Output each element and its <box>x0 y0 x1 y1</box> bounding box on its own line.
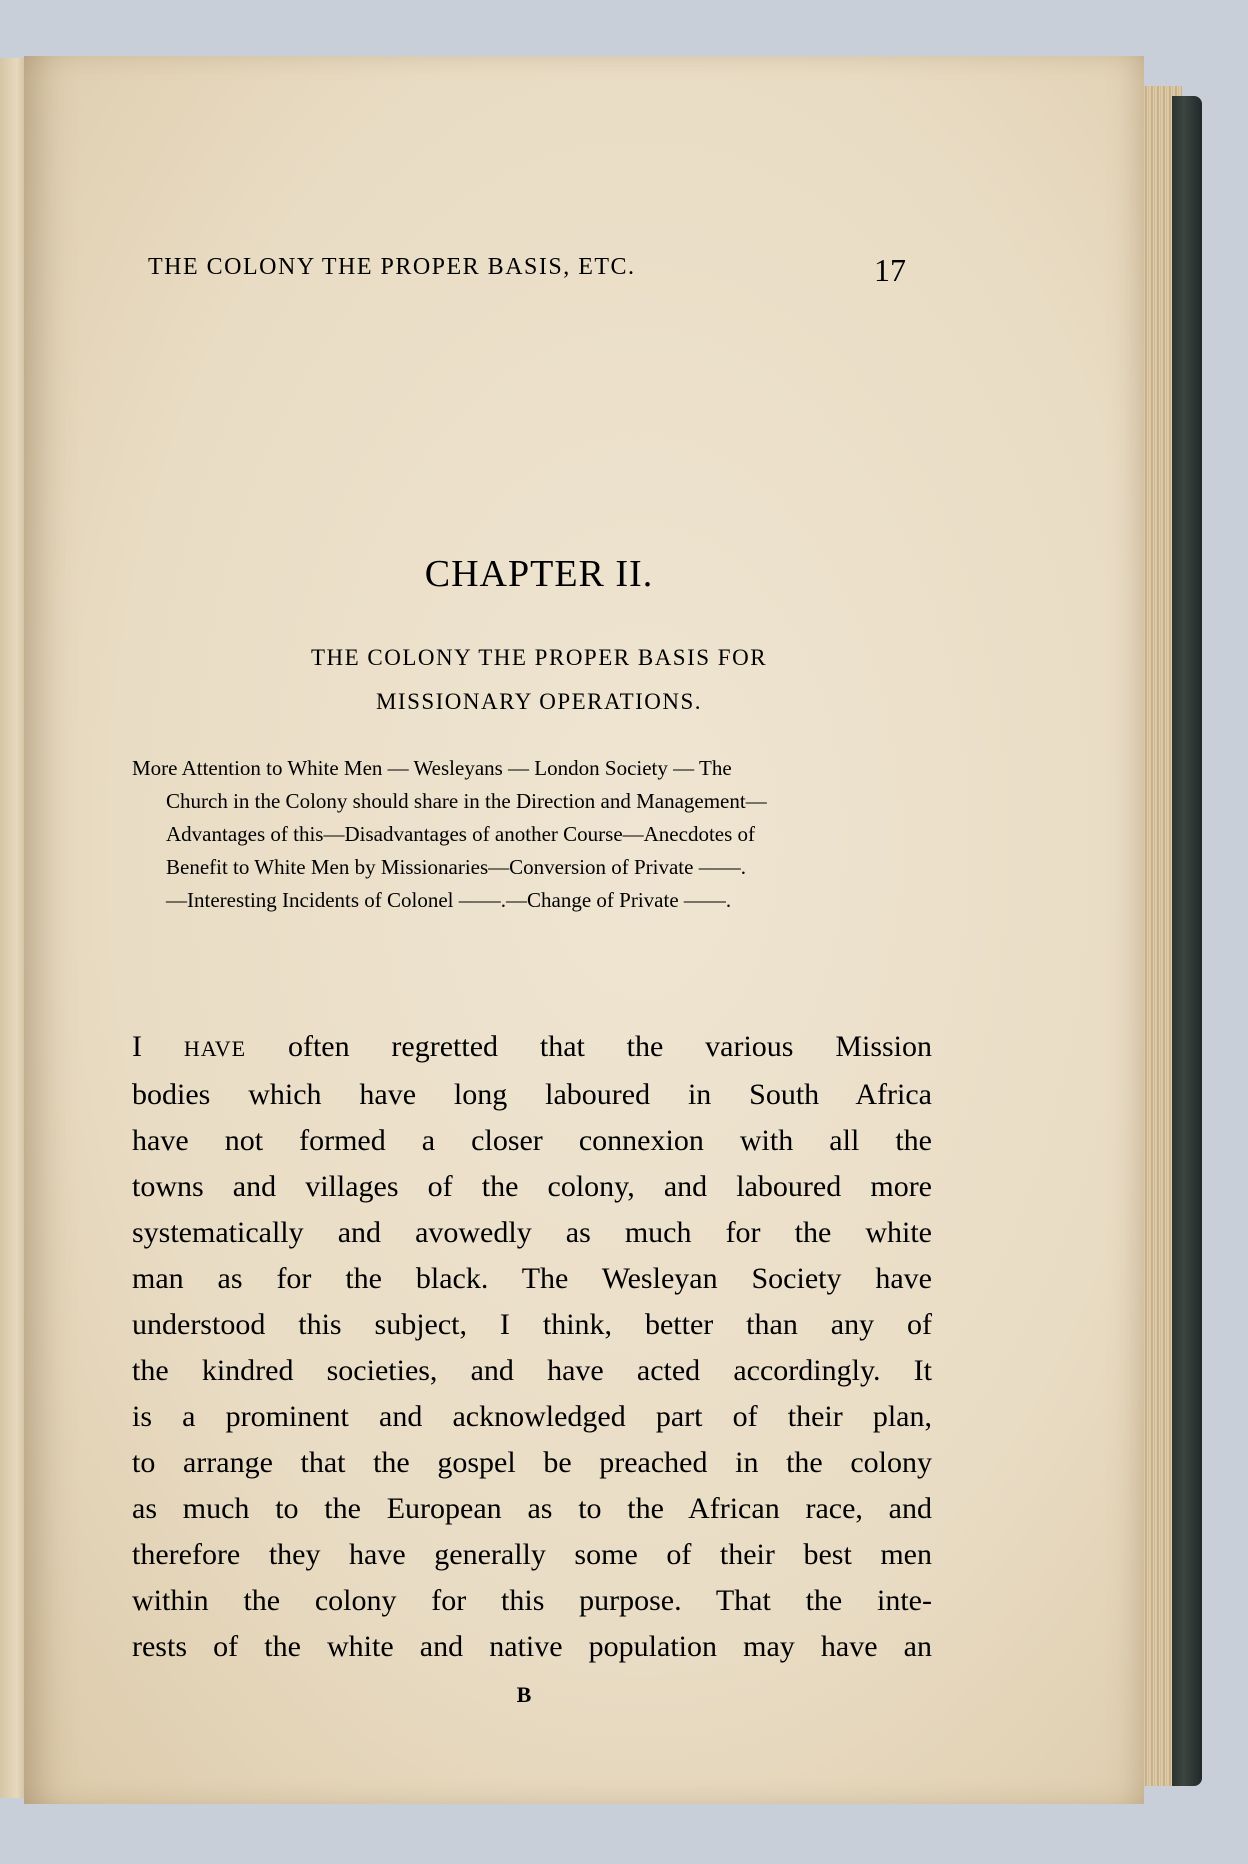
chapter-subtitle-line: THE COLONY THE PROPER BASIS FOR <box>310 645 768 670</box>
body-line: rests of the white and native population may have an <box>132 1630 932 1663</box>
body-line <box>132 1024 932 1072</box>
body-line: to arrange that the gospel be preached in the colony <box>132 1446 932 1479</box>
running-head: THE COLONY THE PROPER BASIS, ETC. <box>148 254 636 280</box>
book-page <box>24 56 1144 1804</box>
summary-line: Advantages of this—Disadvantages of another Course—Anecdotes of <box>166 822 756 846</box>
book-cover-edge <box>1172 96 1202 1786</box>
summary-line: —Interesting Incidents of Colonel ——.—Change of Private ——. <box>166 888 732 912</box>
body-line-rest: often regretted that the various Mission <box>287 1030 933 1063</box>
body-line: the kindred societies, and have acted accordingly. It <box>132 1354 932 1387</box>
body-line: within the colony for this purpose. That the inte- <box>132 1584 932 1617</box>
body-line: towns and villages of the colony, and laboured more <box>132 1170 932 1203</box>
chapter-title: CHAPTER II. <box>424 553 654 595</box>
chapter-subtitle-line: MISSIONARY OPERATIONS. <box>375 689 703 714</box>
body-line: therefore they have generally some of their best men <box>132 1538 932 1571</box>
body-line: have not formed a closer connexion with all the <box>132 1124 932 1157</box>
small-caps-word: HAVE <box>183 1036 247 1061</box>
chapter-summary <box>132 752 932 917</box>
summary-line: Church in the Colony should share in the Direction and Management— <box>166 789 767 813</box>
body-line: is a prominent and acknowledged part of their plan, <box>132 1400 932 1433</box>
page-number: 17 <box>874 252 906 288</box>
body-line: understood this subject, I think, better than any of <box>132 1308 932 1341</box>
summary-line: Benefit to White Men by Missionaries—Conversion of Private ——. <box>166 855 746 879</box>
summary-line: More Attention to White Men — Wesleyans — London Society — The <box>132 756 732 780</box>
chapter-subtitle <box>24 636 1054 724</box>
body-line: systematically and avowedly as much for the white <box>132 1216 932 1249</box>
body-text <box>132 1024 932 1670</box>
body-line: man as for the black. The Wesleyan Society have <box>132 1262 932 1295</box>
initial-letter: I <box>132 1030 142 1063</box>
body-line: bodies which have long laboured in South Africa <box>132 1078 932 1111</box>
signature-mark: B <box>516 1682 532 1707</box>
body-line: as much to the European as to the African race, and <box>132 1492 932 1525</box>
